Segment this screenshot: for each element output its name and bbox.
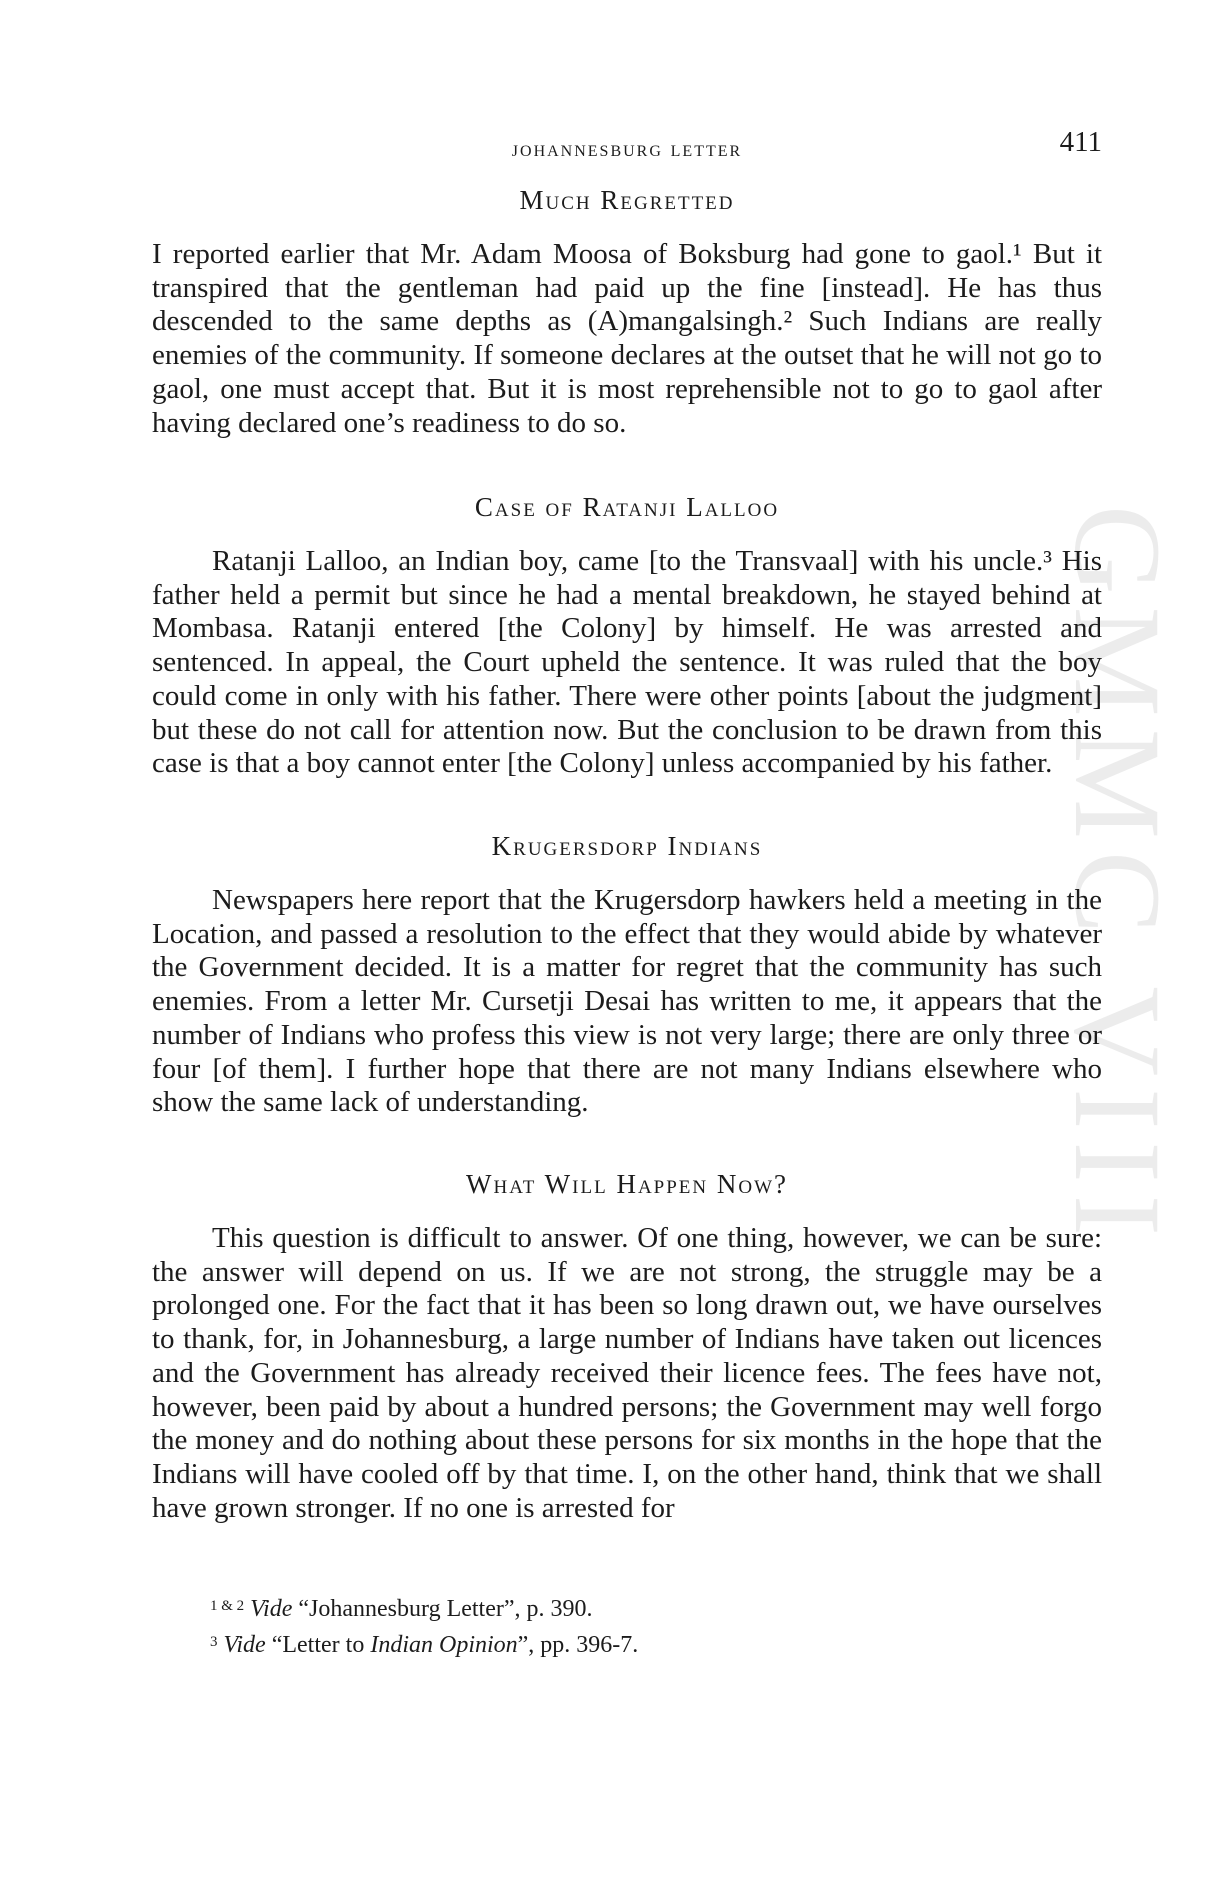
footnote-italic-title: Indian Opinion — [370, 1632, 518, 1658]
footnote-text: “Johannesburg Letter”, p. 390. — [292, 1596, 593, 1622]
section-case-of-ratanji-lalloo — [152, 487, 1102, 781]
footnote-marker: 1 & 2 — [210, 1598, 245, 1614]
footnote-marker: 3 — [210, 1634, 218, 1650]
footnote — [210, 1626, 1010, 1662]
footnote — [210, 1590, 1010, 1626]
section-paragraph: I reported earlier that Mr. Adam Moosa of Boksburg had gone to gaol.¹ But it transpired that the gentleman had paid up the fine [instead]. He has thus descended to the same depths as (A)mangalsingh.² Such Indians are really enemies of the community. If someone declares at the outset that he will not go to gaol, one must accept that. But it is most reprehensible not to go to gaol after having declared one’s readiness to do so. — [152, 238, 1102, 439]
section-krugersdorp-indians — [152, 826, 1102, 1120]
footnote-tail: ”, pp. 396-7. — [517, 1632, 639, 1658]
section-heading: Case of Ratanji Lalloo — [474, 492, 780, 522]
section-paragraph: Ratanji Lalloo, an Indian boy, came [to the Transvaal] with his uncle.³ His father held a permit but since he had a mental breakdown, he stayed behind at Mombasa. Ratanji entered [the Colony] by himself. He was arrested and sentenced. In appeal, the Court upheld the sentence. It was ruled that the boy could come in only with his father. There were other points [about the judgment] but these do not call for attention now. But the conclusion to be drawn from this case is that a boy cannot enter [the Colony] unless accompanied by his father. — [152, 545, 1102, 780]
section-paragraph: This question is difficult to answer. Of one thing, however, we can be sure: the answer will depend on us. If we are not strong, the struggle may be a prolonged one. For the fact that it has been so long drawn out, we have ourselves to thank, for, in Johannesburg, a large number of Indians have taken out licences and the Government has already received their licence fees. The fees have not, however, been paid by about a hundred persons; the Government may well forgo the money and do nothing about these persons for six months in the hope that the Indians will have cooled off by that time. I, on the other hand, think that we shall have grown stronger. If no one is arrested for — [152, 1222, 1102, 1524]
section-heading: Much Regretted — [519, 185, 735, 215]
section-much-regretted — [152, 180, 1102, 440]
footnote-vide: Vide — [223, 1632, 266, 1658]
section-paragraph: Newspapers here report that the Krugersdorp hawkers held a meeting in the Location, and passed a resolution to the effect that they would abide by whatever the Government decided. It is a matter for regret that the community has such enemies. From a letter Mr. Cursetji Desai has written to me, it appears that the number of Indians who profess this view is not very large; there are only three or four [of them]. I further hope that there are not many Indians elsewhere who show the same lack of understanding. — [152, 884, 1102, 1119]
section-what-will-happen-now — [152, 1164, 1102, 1525]
footnotes — [210, 1590, 1010, 1662]
watermark: GMMC VIII — [1049, 505, 1186, 1248]
section-heading: Krugersdorp Indians — [491, 831, 763, 861]
section-heading: What Will Happen Now? — [465, 1169, 789, 1199]
footnote-text: “Letter to — [265, 1632, 371, 1658]
page-header — [152, 126, 1102, 166]
running-title: johannesburg letter — [511, 136, 743, 161]
page-number: 411 — [1059, 126, 1102, 158]
footnote-vide: Vide — [250, 1596, 293, 1622]
